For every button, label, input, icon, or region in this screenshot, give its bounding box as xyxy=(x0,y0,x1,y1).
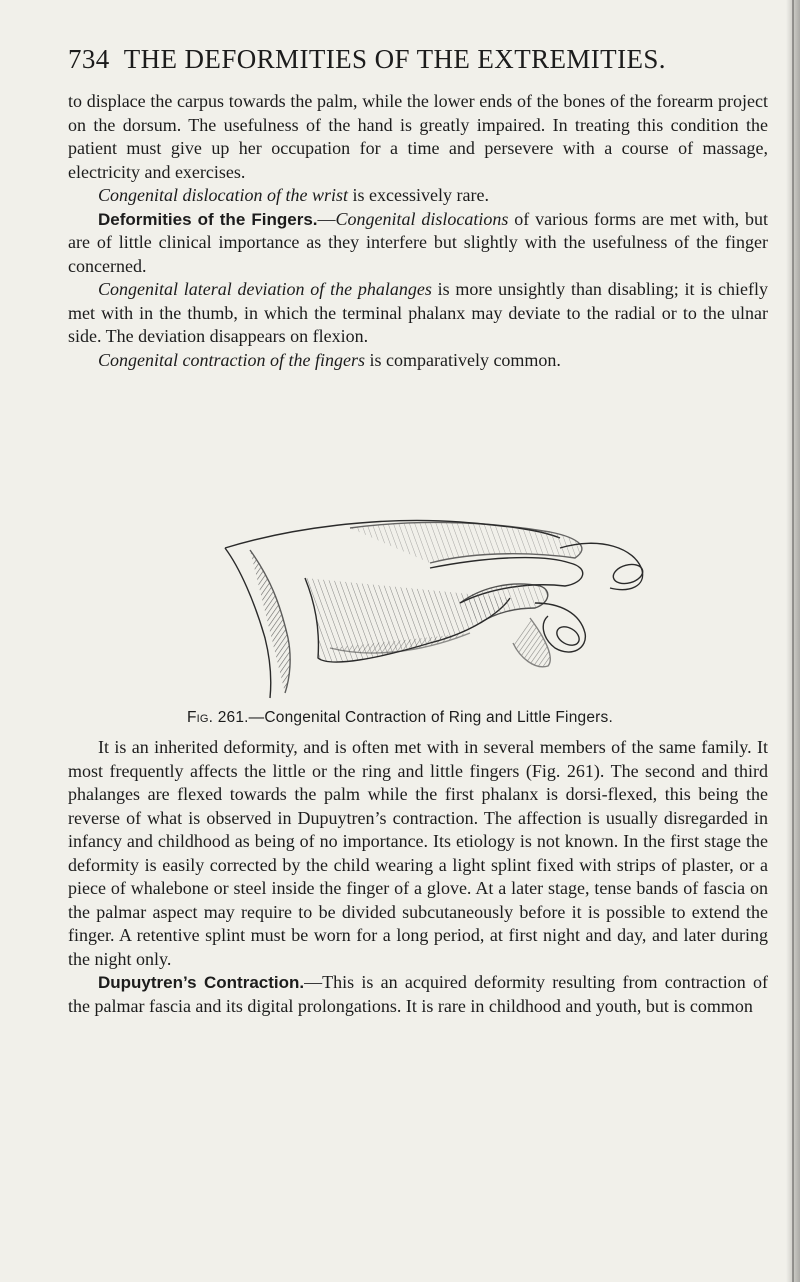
em-dash: — xyxy=(317,208,336,229)
figure-caption-text: —Congenital Contraction of Ring and Little Fingers. xyxy=(248,709,613,726)
paragraph-finger-deformities xyxy=(68,208,768,279)
italic-term: Congenital dislocations xyxy=(335,208,509,229)
paragraph-text: This is an acquired deformity resulting from contraction of the palmar fascia and its digital prolongations. It is rare in childhood and youth, but is common xyxy=(68,972,768,1016)
paragraph-text: It is an inherited deformity, and is often met with in several members of the same family. It most frequently affects the little or the ring and little fingers (Fig. 261). The second and third phalanges are flexed towards the palm while the first phalanx is dorsi-flexed, this being the reverse of what is observed in Dupuytren’s contraction. The affection is usually disregarded in infancy and childhood as being of no importance. Its etiology is not known. In the first stage the deformity is easily corrected by the child wearing a light splint fixed with strips of plaster, or a piece of whalebone or steel inside the finger of a glove. At a later stage, tense bands of fascia on the palmar aspect may require to be divided subcutaneously before it is possible to extend the finger. A retentive splint must be worn for a long period, at first night and day, and later during the night only. xyxy=(68,737,768,969)
italic-term: Congenital lateral deviation of the phalanges xyxy=(98,279,432,299)
running-title: THE DEFORMITIES OF THE EXTREMITIES. xyxy=(123,44,666,74)
paragraph-finger-contraction xyxy=(68,349,768,373)
paragraph-inherited-deformity xyxy=(68,736,768,971)
section-heading-fingers: Deformities of the Fingers. xyxy=(98,209,318,229)
italic-term: Congenital dislocation of the wrist xyxy=(98,185,349,205)
paragraph-text: to displace the carpus towards the palm, while the lower ends of the bones of the forearm project on the dorsum. The usefulness of the hand is greatly impaired. In treating this condition the patient must give up her occupation for a time and persevere with a course of massage, electricity and exercises. xyxy=(68,91,768,182)
paragraph-text: is excessively rare. xyxy=(348,185,489,205)
figure-label: Fig. 261. xyxy=(187,709,249,726)
page-edge-line xyxy=(792,0,794,1282)
italic-term: Congenital contraction of the fingers xyxy=(98,349,365,370)
text-block-upper xyxy=(68,90,768,372)
figure-hand-illustration xyxy=(180,508,660,703)
running-header xyxy=(68,44,768,75)
paragraph-dupuytren xyxy=(68,971,768,1018)
paragraph-lateral-deviation xyxy=(68,278,768,349)
paragraph-text: of various forms are met with, but are of little clinical importance as they interfere but slightly with the usefulness of the finger concerned. xyxy=(68,208,768,276)
hand-illustration xyxy=(180,508,660,703)
paragraph-text: is comparatively common. xyxy=(364,349,561,370)
paragraph-wrist-treatment xyxy=(68,90,768,184)
em-dash: — xyxy=(304,972,323,992)
hand-drawing xyxy=(225,520,645,698)
paragraph-text: is more unsightly than disabling; it is chiefly met with in the thumb, in which the terminal phalanx may deviate to the radial or to the ulnar side. The deviation disappears on flexion. xyxy=(68,279,769,346)
section-heading-dupuytren: Dupuytren’s Contraction. xyxy=(98,973,305,992)
page-number: 734 xyxy=(68,44,110,74)
figure-caption xyxy=(0,709,800,727)
paragraph-wrist-dislocation xyxy=(68,184,768,208)
text-block-lower xyxy=(68,736,768,1018)
